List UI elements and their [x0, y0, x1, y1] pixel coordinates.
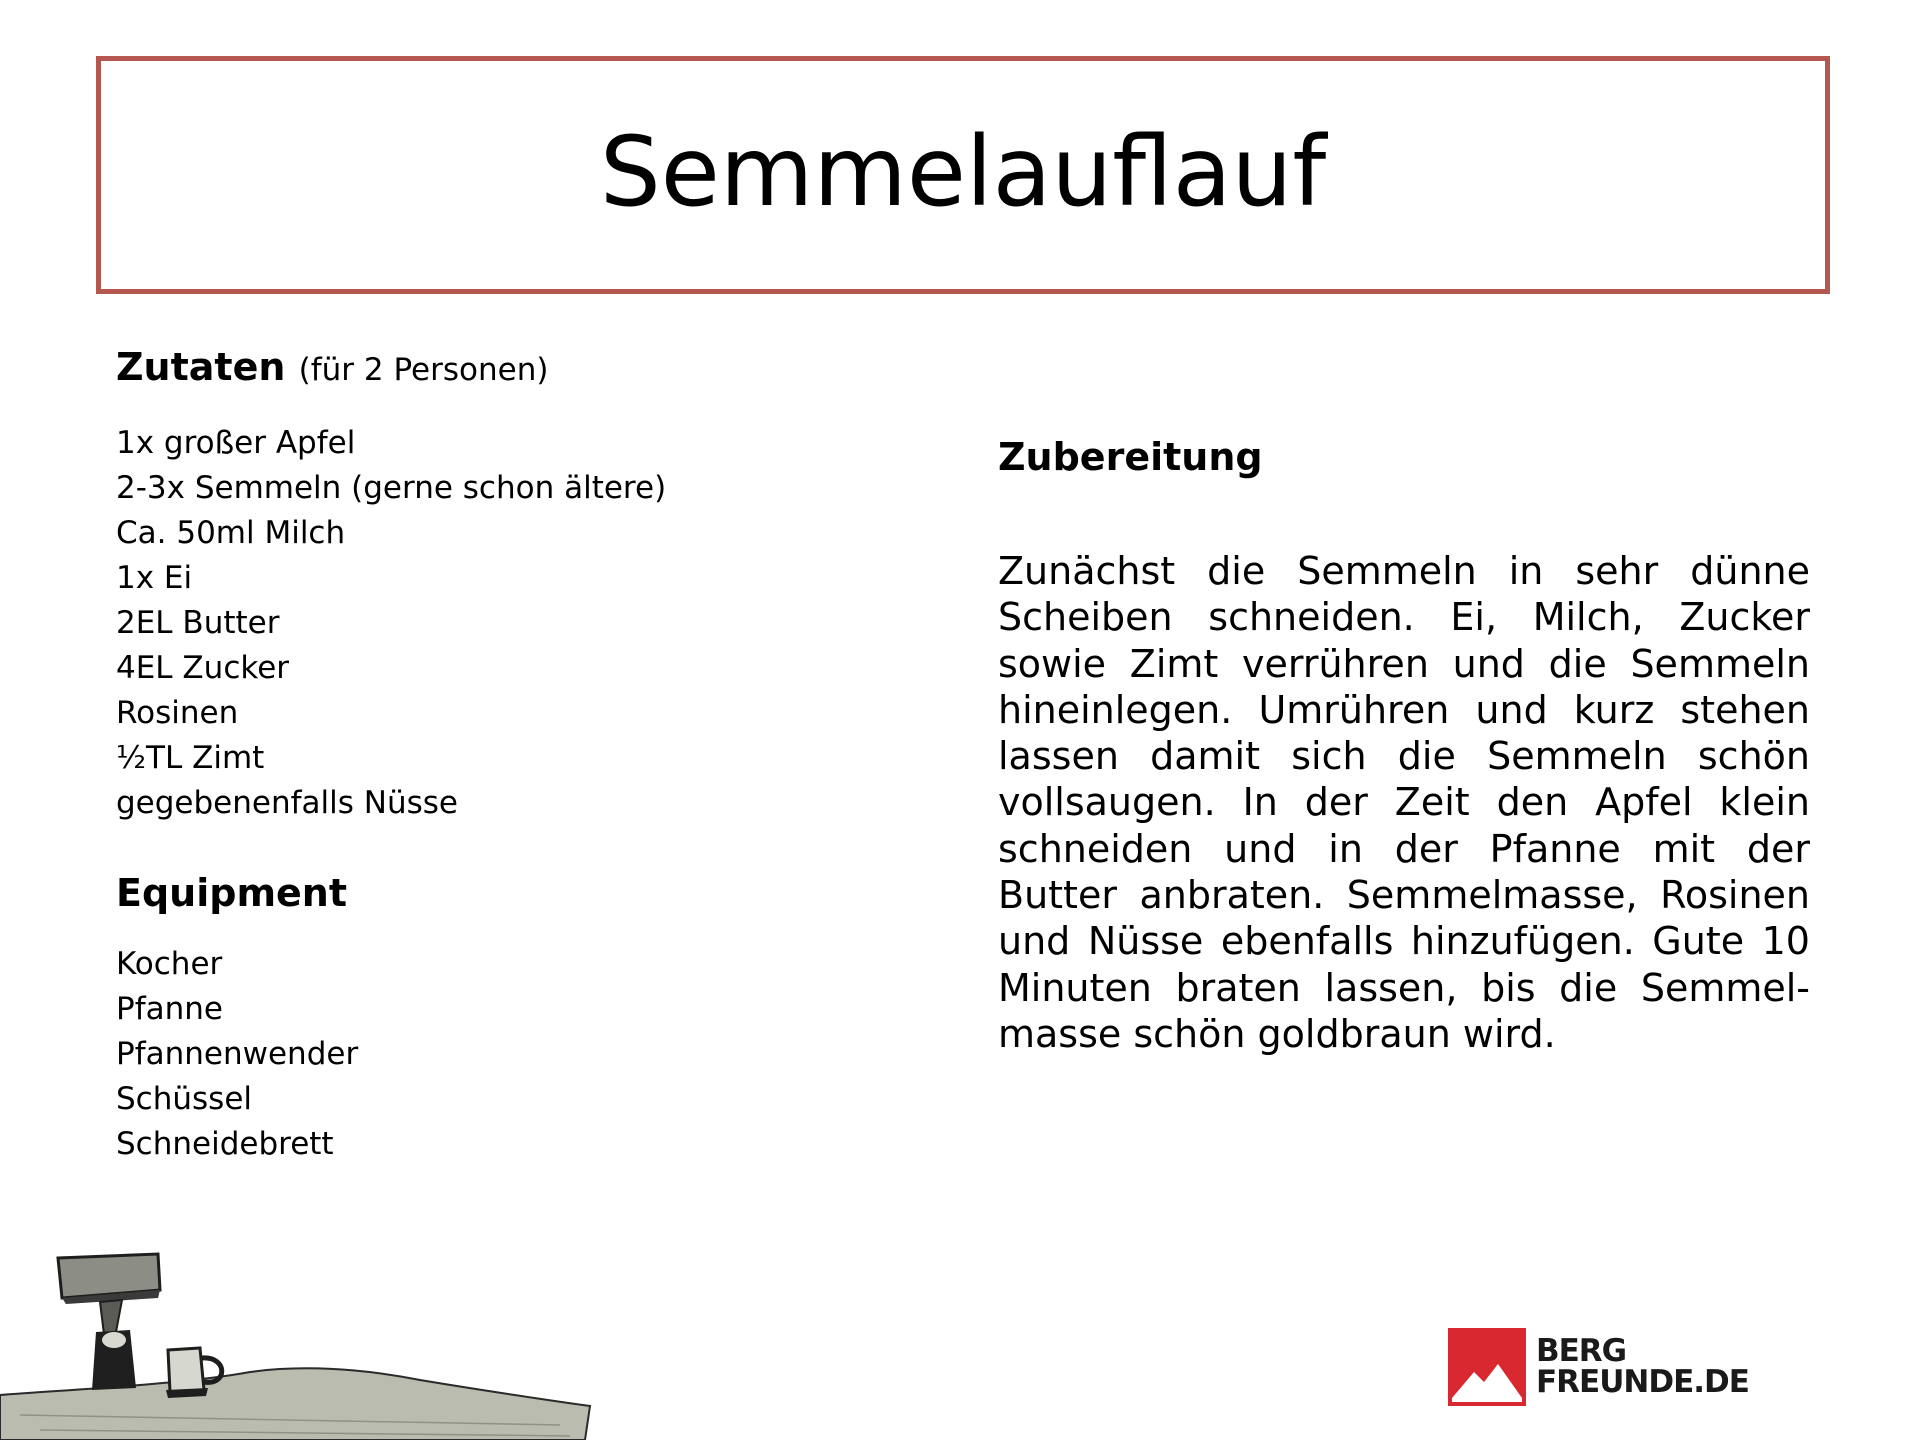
right-column [998, 430, 1810, 1057]
stove-icon [58, 1254, 160, 1390]
ingredients-item: 1x Ei [116, 560, 193, 596]
camping-stove-illustration [0, 1240, 600, 1440]
page-title: Semmelauflauf [599, 116, 1327, 228]
ingredients-heading [116, 340, 936, 397]
equipment-heading: Equipment [116, 871, 348, 915]
ingredients-item: gegebenenfalls Nüsse [116, 785, 458, 821]
logo-text [1536, 1333, 1749, 1400]
ingredients-item: 2-3x Semmeln (gerne schon ältere) [116, 470, 667, 506]
logo-line-1: BERG [1536, 1333, 1627, 1369]
mountain-logo-icon [1448, 1328, 1526, 1406]
ingredients-item: 4EL Zucker [116, 650, 290, 686]
equipment-item: Schneidebrett [116, 1126, 334, 1162]
preparation-heading: Zubereitung [998, 435, 1263, 479]
equipment-list [116, 942, 936, 1167]
equipment-item: Kocher [116, 946, 223, 982]
logo-line-2: FREUNDE.DE [1536, 1364, 1749, 1400]
ground-shape [0, 1368, 590, 1440]
equipment-item: Schüssel [116, 1081, 253, 1117]
ingredients-item: ½TL Zimt [116, 740, 265, 776]
equipment-item: Pfannenwender [116, 1036, 359, 1072]
left-column [116, 340, 936, 1167]
ingredients-subheading: (für 2 Personen) [298, 352, 549, 388]
bergfreunde-logo [1448, 1328, 1749, 1406]
equipment-item: Pfanne [116, 991, 223, 1027]
ingredients-item: Rosinen [116, 695, 239, 731]
ingredient-list [116, 421, 936, 826]
ingredients-heading-text: Zutaten [116, 345, 286, 389]
ingredients-item: Ca. 50ml Milch [116, 515, 346, 551]
title-box [96, 56, 1830, 294]
ingredients-item: 2EL Butter [116, 605, 280, 641]
ingredients-item: 1x großer Apfel [116, 425, 356, 461]
preparation-text: Zunächst die Semmeln in sehr dünne Scheiben schneiden. Ei, Milch, Zucker sowie Zimt verrühren und die Semmeln hineinlegen. Umrühren und kurz stehen lassen damit sich die Semmeln schön vollsaugen. In der Zeit den Apfel klein schneiden und in der Pfanne mit der Butter anbraten. Semmelmasse, Rosinen und Nüsse ebenfalls hinzufügen. Gute 10 Minuten braten lassen, bis die Semmel-masse schön goldbraun wird. [998, 549, 1810, 1056]
